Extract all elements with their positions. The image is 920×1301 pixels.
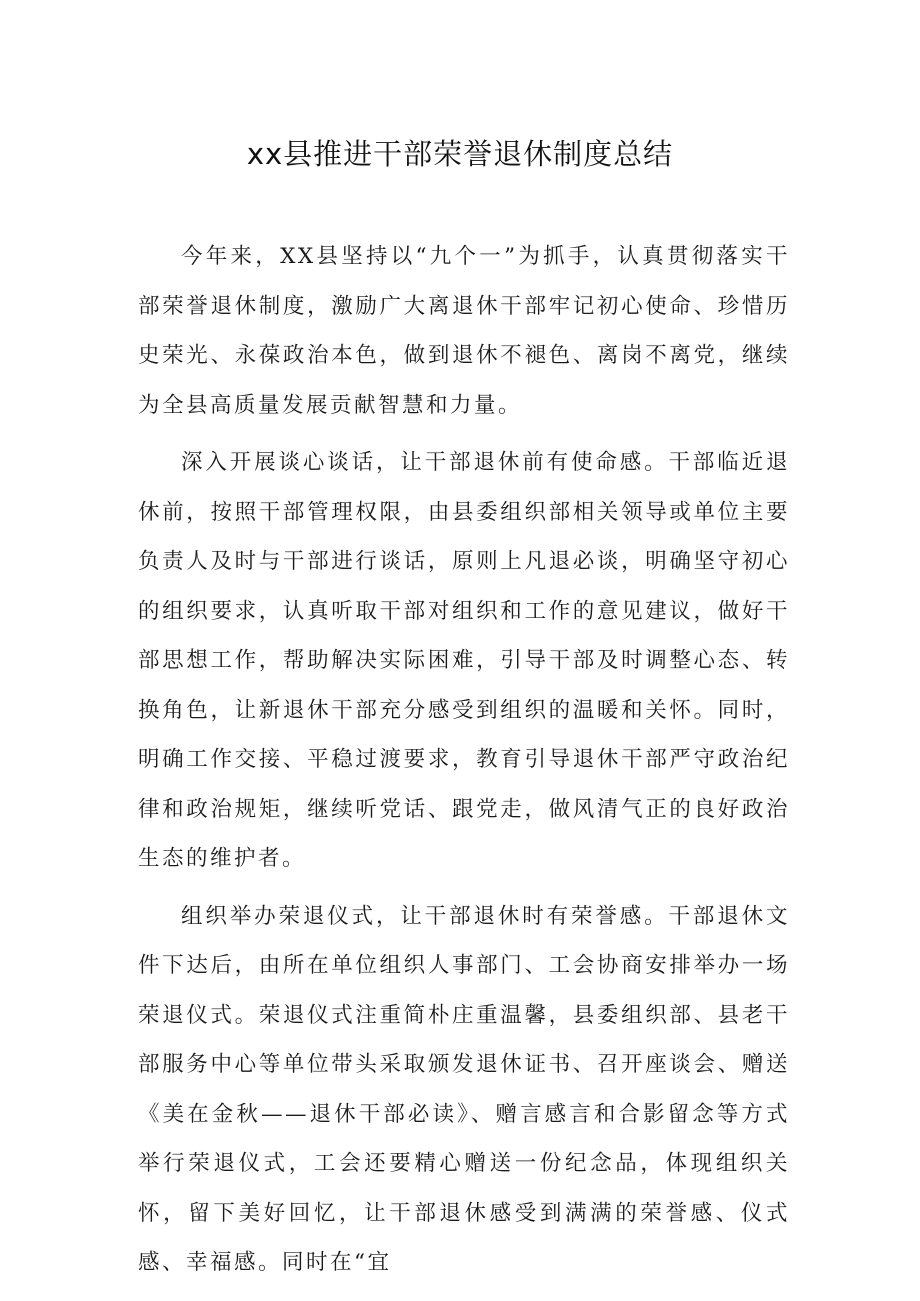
paragraph-ceremony: 组织举办荣退仪式，让干部退休时有荣誉感。干部退休文件下达后，由所在单位组织人事部门、工会协商安排举办一场荣退仪式。荣退仪式注重简朴庄重温馨，县委组织部、县老干部服务中心等单位带头采取颁发退休证书、召开座谈会、赠送《美在金秋——退休干部必读》、赠言感言和合影留念等方式举行荣退仪式，工会还要精心赠送一份纪念品，体现组织关怀，留下美好回忆，让干部退休感受到满满的荣誉感、仪式感、幸福感。同时在“宜: [138, 903, 790, 1275]
document-title: xx县推进干部荣誉退休制度总结: [246, 137, 674, 171]
paragraph-intro: 今年来，XX县坚持以“九个一”为抓手，认真贯彻落实干部荣誉退休制度，激励广大离退休干部牢记初心使命、珍惜历史荣光、永葆政治本色，做到退休不褪色、离岗不离党，继续为全县高质量发展贡献智慧和力量。: [138, 244, 790, 418]
document-body: [138, 232, 790, 1296]
paragraph-talks: 深入开展谈心谈话，让干部退休前有使命感。干部临近退休前，按照干部管理权限，由县委组织部相关领导或单位主要负责人及时与干部进行谈话，原则上凡退必谈，明确坚守初心的组织要求，认真听取干部对组织和工作的意见建议，做好干部思想工作，帮助解决实际困难，引导干部及时调整心态、转换角色，让新退休干部充分感受到组织的温暖和关怀。同时，明确工作交接、平稳过渡要求，教育引导退休干部严守政治纪律和政治规矩，继续听党话、跟党走，做风清气正的良好政治生态的维护者。: [138, 450, 790, 871]
